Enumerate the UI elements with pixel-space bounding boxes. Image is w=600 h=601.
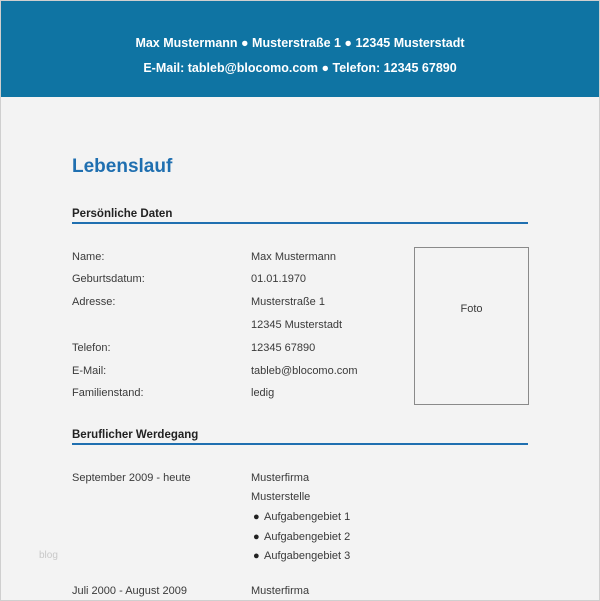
value-address-street: Musterstraße 1	[251, 296, 325, 308]
value-email: tableb@blocomo.com	[251, 365, 358, 377]
career-company: Musterfirma	[251, 585, 310, 597]
label-address: Adresse:	[72, 296, 116, 308]
value-marital-status: ledig	[251, 387, 275, 399]
header-contact-line: E-Mail: tableb@blocomo.com ● Telefon: 12345 67890	[143, 61, 457, 75]
value-phone: 12345 67890	[251, 342, 316, 354]
photo-label: Foto	[460, 303, 483, 315]
career-period: September 2009 - heute	[72, 472, 191, 484]
label-email: E-Mail:	[72, 365, 107, 377]
section-divider-career	[72, 443, 528, 445]
career-period: Juli 2000 - August 2009	[72, 585, 187, 597]
contact-header	[1, 1, 599, 97]
career-task: Aufgabengebiet 1	[264, 511, 351, 523]
section-heading-career: Beruflicher Werdegang	[72, 429, 199, 441]
value-birthdate: 01.01.1970	[251, 273, 307, 285]
value-name: Max Mustermann	[251, 251, 336, 263]
section-heading-personal: Persönliche Daten	[72, 208, 173, 220]
label-phone: Telefon:	[72, 342, 111, 354]
photo-placeholder	[414, 247, 529, 405]
label-birthdate: Geburtsdatum:	[72, 273, 145, 285]
career-task: Aufgabengebiet 2	[264, 531, 351, 543]
label-marital-status: Familienstand:	[72, 387, 144, 399]
bullet-icon: ●	[253, 550, 260, 562]
career-position: Musterstelle	[251, 491, 311, 503]
watermark: blog	[39, 550, 58, 561]
page-title: Lebenslauf	[72, 156, 173, 177]
label-name: Name:	[72, 251, 105, 263]
career-company: Musterfirma	[251, 472, 310, 484]
header-address-line: Max Mustermann ● Musterstraße 1 ● 12345 Musterstadt	[135, 36, 465, 50]
bullet-icon: ●	[253, 511, 260, 523]
bullet-icon: ●	[253, 531, 260, 543]
section-divider-personal	[72, 222, 528, 224]
value-address-city: 12345 Musterstadt	[251, 319, 343, 331]
career-task: Aufgabengebiet 3	[264, 550, 351, 562]
